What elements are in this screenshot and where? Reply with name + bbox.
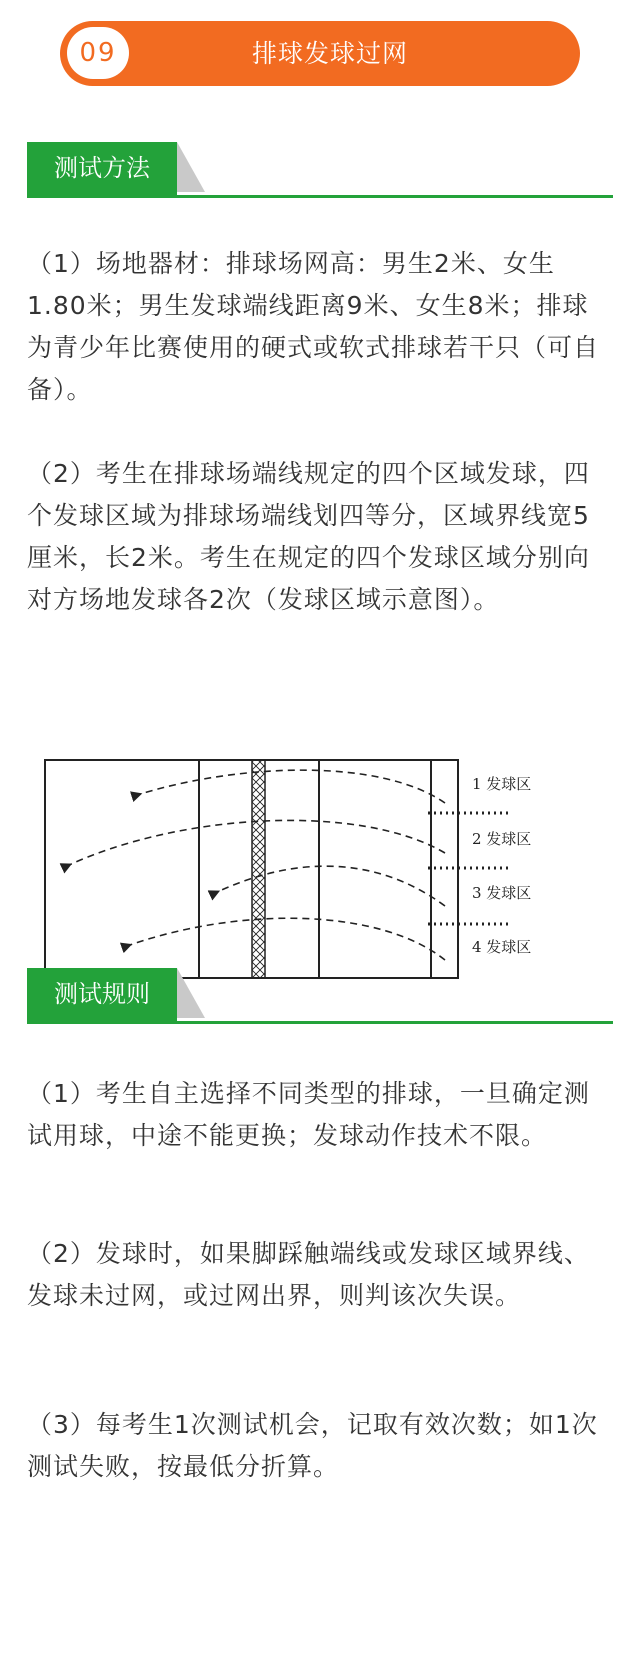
method-paragraph-2: （2）考生在排球场端线规定的四个区域发球，四个发球区域为排球场端线划四等分，区域界线宽5厘米，长2米。考生在规定的四个发球区域分别向对方场地发球各2次（发球区域示意图）。 [27,459,590,614]
section-fold-decoration [177,968,205,1018]
section-divider [27,195,613,198]
section-number-badge: 09 [67,27,129,79]
section-header-method [27,142,613,198]
zone-label-1: 1 发球区 [472,775,532,793]
section-title-rules: 测试规则 [27,968,177,1021]
zone-label-2: 2 发球区 [472,830,532,848]
rules-paragraph-2: （2）发球时，如果脚踩触端线或发球区域界线、发球未过网，或过网出界，则判该次失误。 [27,1239,590,1310]
section-header-rules [27,968,613,1024]
section-title-method: 测试方法 [27,142,177,195]
rules-paragraph-3: （3）每考生1次测试机会，记取有效次数；如1次测试失败，按最低分折算。 [27,1410,598,1481]
serve-arrow-1 [137,770,445,803]
serve-arrow-4 [127,918,445,960]
section-divider [27,1021,613,1024]
page-title: 排球发球过网 [251,39,408,68]
serve-arrow-3 [215,866,445,906]
method-paragraph-1: （1）场地器材：排球场网高：男生2米、女生1.80米；男生发球端线距离9米、女生8米；排球为青少年比赛使用的硬式或软式排球若干只（可自备）。 [27,249,600,404]
rules-paragraph-1: （1）考生自主选择不同类型的排球，一旦确定测试用球，中途不能更换；发球动作技术不限。 [27,1079,590,1150]
zone-label-4: 4 发球区 [472,938,532,956]
section-fold-decoration [177,142,205,192]
zone-label-3: 3 发球区 [472,884,532,902]
volleyball-net [252,760,265,978]
